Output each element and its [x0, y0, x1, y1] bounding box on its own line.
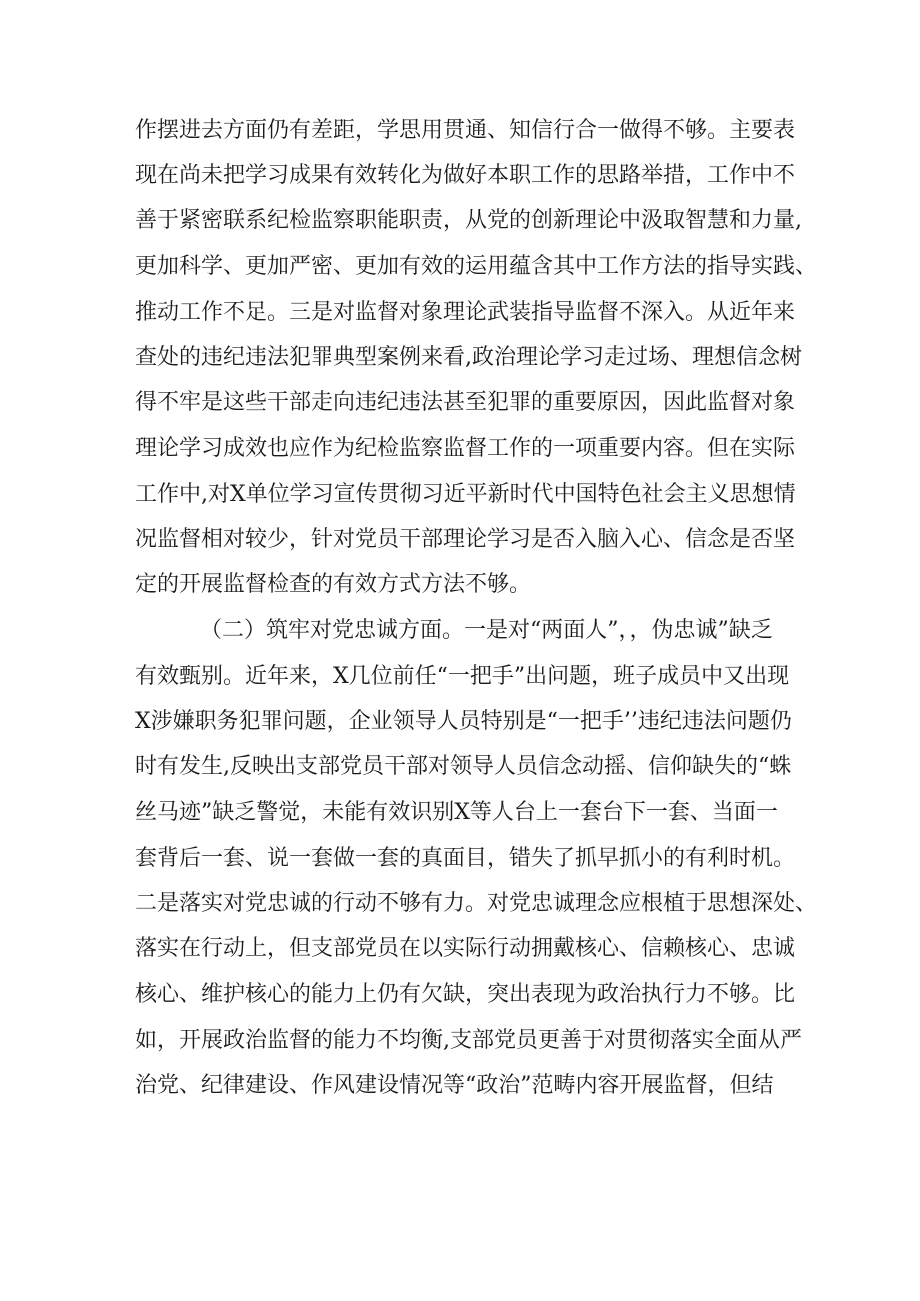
text-line: 现在尚未把学习成果有效转化为做好本职工作的思路举措，工作中不	[135, 163, 796, 188]
text-line: 查处的违纪违法犯罪典型案例来看,政治理论学习走过场、理想信念树	[135, 345, 802, 370]
text-line: X涉嫌职务犯罪问题，企业领导人员特别是“一把手’’违纪违法问题仍	[135, 709, 792, 734]
text-line: 核心、维护核心的能力上仍有欠缺，突出表现为政治执行力不够。比	[135, 982, 796, 1007]
text-line: 丝马迹”缺乏警觉，未能有效识别X等人台上一套台下一套、当面一	[135, 800, 778, 825]
text-line: 工作中,对X单位学习宣传贯彻习近平新时代中国特色社会主义思想情	[135, 482, 796, 507]
text-line: 时有发生,反映出支部党员干部对领导人员信念动摇、信仰缺失的“蛛	[135, 754, 792, 779]
text-line: 得不牢是这些干部走向违纪违法甚至犯罪的重要原因，因此监督对象	[135, 390, 796, 415]
text-line: 落实在行动上，但支部党员在以实际行动拥戴核心、信赖核心、忠诚	[135, 936, 796, 961]
text-line: 况监督相对较少，针对党员干部理论学习是否入脑入心、信念是否坚	[135, 527, 796, 552]
text-line: 套背后一套、说一套做一套的真面目，错失了抓早抓小的有利时机。	[135, 846, 796, 871]
section-heading-line: （二）筑牢对党忠诚方面。一是对“两面人”，，伪忠诚”缺乏	[200, 618, 773, 643]
text-line: 推动工作不足。三是对监督对象理论武装指导监督不深入。从近年来	[135, 300, 796, 325]
text-line: 善于紧密联系纪检监察职能职责，从党的创新理论中汲取智慧和力量,	[135, 208, 802, 233]
text-line: 作摆进去方面仍有差距，学思用贯通、知信行合一做得不够。主要表	[135, 118, 796, 143]
text-line: 更加科学、更加严密、更加有效的运用蕴含其中工作方法的指导实践、	[135, 254, 818, 279]
text-line: 二是落实对党忠诚的行动不够有力。对党忠诚理念应根植于思想深处、	[135, 891, 818, 916]
text-line: 如，开展政治监督的能力不均衡,支部党员更善于对贯彻落实全面从严	[135, 1028, 802, 1053]
text-line: 有效甄别。近年来，X几位前任“一把手”出问题，班子成员中又出现	[135, 664, 790, 689]
text-line: 定的开展监督检查的有效方式方法不够。	[135, 572, 532, 597]
text-line: 理论学习成效也应作为纪检监察监督工作的一项重要内容。但在实际	[135, 436, 796, 461]
text-line: 治党、纪律建设、作风建设情况等“政治”范畴内容开展监督，但结	[135, 1073, 774, 1098]
